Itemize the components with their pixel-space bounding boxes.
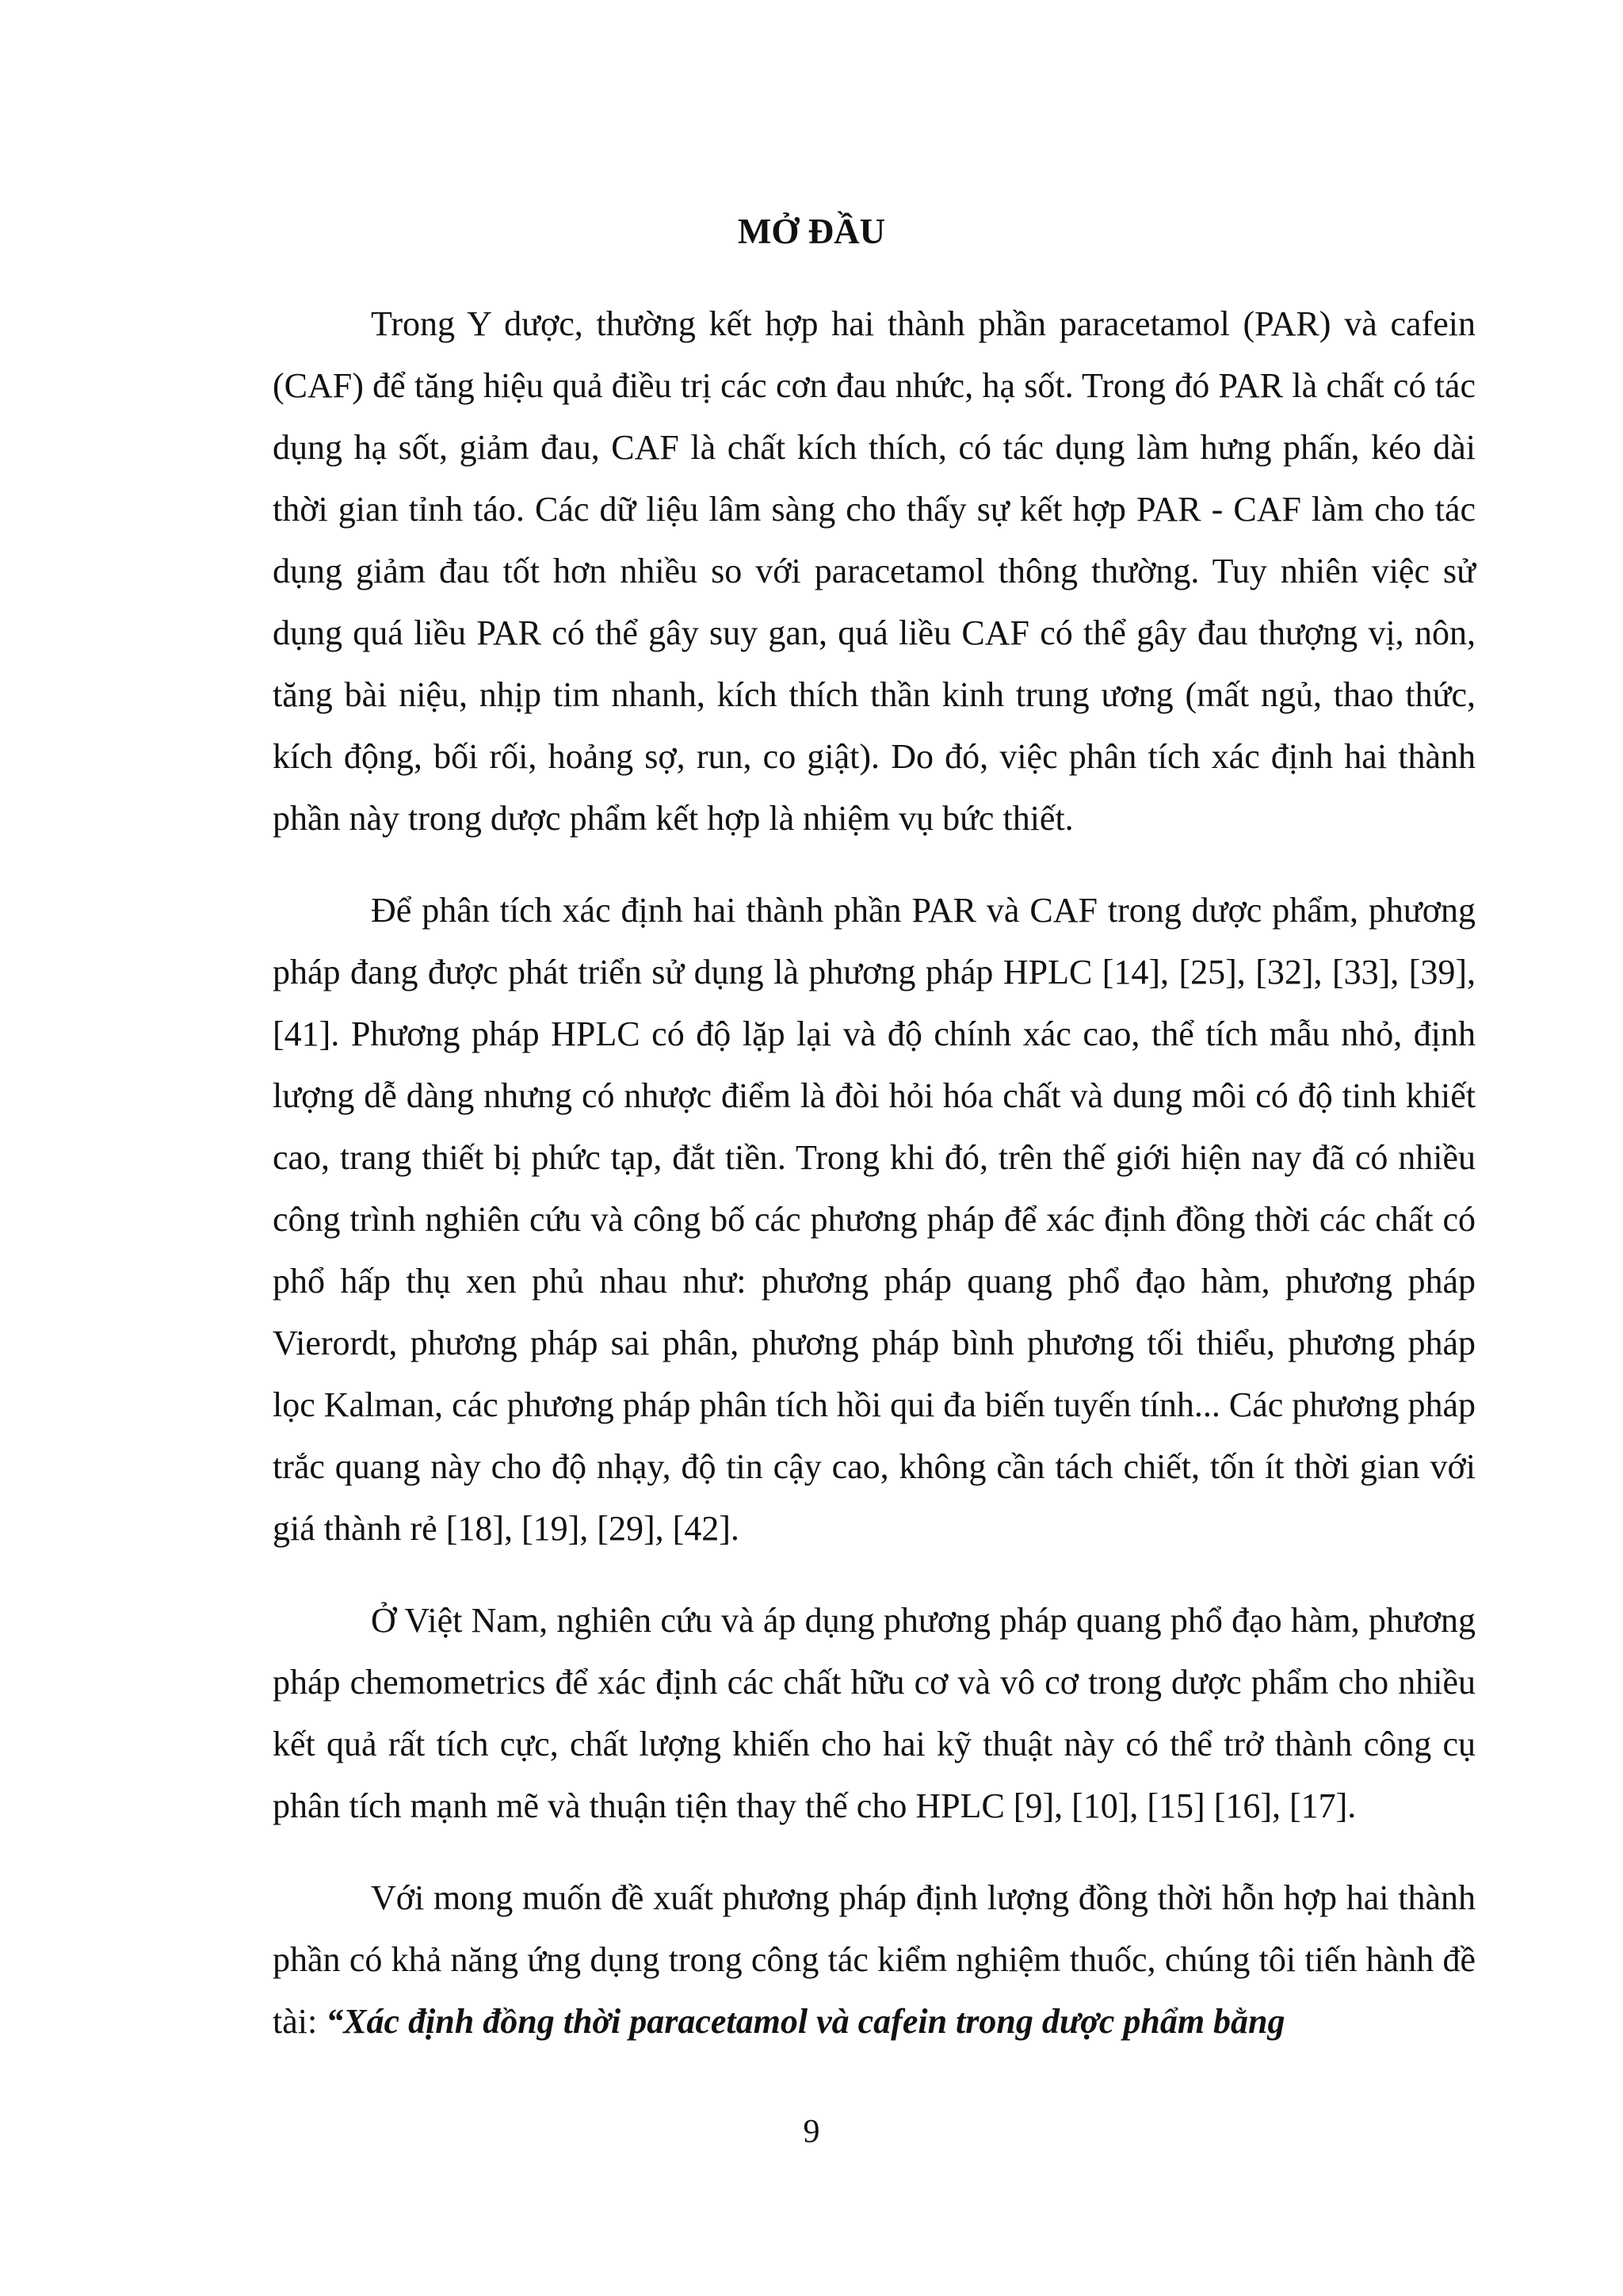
- thesis-title-emphasis: “Xác định đồng thời paracetamol và cafein trong dược phẩm bằng: [326, 2002, 1285, 2041]
- paragraph-4: [273, 1867, 1476, 2053]
- paragraph-2: Để phân tích xác định hai thành phần PAR và CAF trong dược phẩm, phương pháp đang được phát triển sử dụng là phương pháp HPLC [14], [25], [32], [33], [39], [41]. Phương pháp HPLC có độ lặp lại và độ chính xác cao, thể tích mẫu nhỏ, định lượng dễ dàng nhưng có nhược điểm là đòi hỏi hóa chất và dung môi có độ tinh khiết cao, trang thiết bị phức tạp, đắt tiền. Trong khi đó, trên thế giới hiện nay đã có nhiều công trình nghiên cứu và công bố các phương pháp để xác định đồng thời các chất có phổ hấp thụ xen phủ nhau như: phương pháp quang phổ đạo hàm, phương pháp Vierordt, phương pháp sai phân, phương pháp bình phương tối thiểu, phương pháp lọc Kalman, các phương pháp phân tích hồi qui đa biến tuyến tính... Các phương pháp trắc quang này cho độ nhạy, độ tin cậy cao, không cần tách chiết, tốn ít thời gian với giá thành rẻ [18], [19], [29], [42].: [273, 891, 1476, 1548]
- paragraph-1: Trong Y dược, thường kết hợp hai thành phần paracetamol (PAR) và cafein (CAF) để tăng hiệu quả điều trị các cơn đau nhức, hạ sốt. Trong đó PAR là chất có tác dụng hạ sốt, giảm đau, CAF là chất kích thích, có tác dụng làm hưng phấn, kéo dài thời gian tỉnh táo. Các dữ liệu lâm sàng cho thấy sự kết hợp PAR - CAF làm cho tác dụng giảm đau tốt hơn nhiều so với paracetamol thông thường. Tuy nhiên việc sử dụng quá liều PAR có thể gây suy gan, quá liều CAF có thể gây đau thượng vị, nôn, tăng bài niệu, nhịp tim nhanh, kích thích thần kinh trung ương (mất ngủ, thao thức, kích động, bối rối, hoảng sợ, run, co giật). Do đó, việc phân tích xác định hai thành phần này trong dược phẩm kết hợp là nhiệm vụ bức thiết.: [273, 304, 1476, 838]
- document-body: [273, 293, 1476, 2083]
- paragraph-3: Ở Việt Nam, nghiên cứu và áp dụng phương pháp quang phổ đạo hàm, phương pháp chemometrics để xác định các chất hữu cơ và vô cơ trong dược phẩm cho nhiều kết quả rất tích cực, chất lượng khiến cho hai kỹ thuật này có thể trở thành công cụ phân tích mạnh mẽ và thuận tiện thay thế cho HPLC [9], [10], [15] [16], [17].: [273, 1601, 1476, 1825]
- page-number: 9: [803, 2114, 820, 2150]
- page-title: MỞ ĐẦU: [737, 212, 886, 251]
- paragraph-4-text: Với mong muốn đề xuất phương pháp định lượng đồng thời hỗn hợp hai thành phần có khả năng ứng dụng trong công tác kiểm nghiệm thuốc, chúng tôi tiến hành đề tài:: [273, 1878, 1476, 2041]
